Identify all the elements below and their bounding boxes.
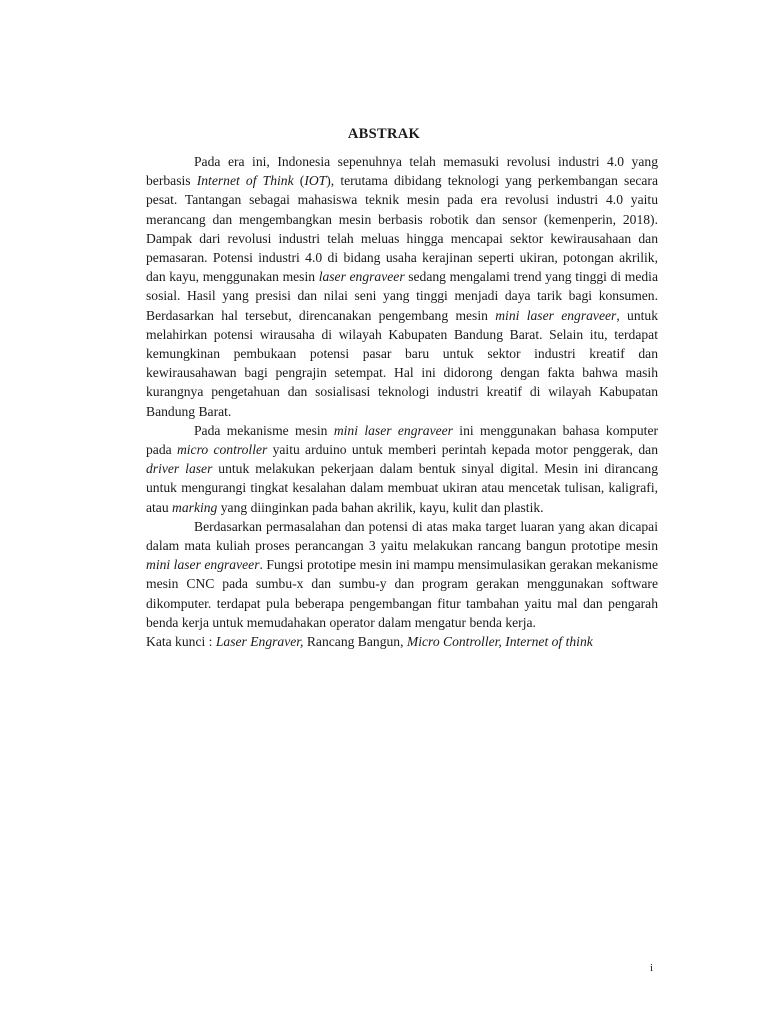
abstract-paragraph-1 (146, 152, 658, 421)
italic-text-run: micro controller (176, 442, 268, 458)
italic-text-run: mini laser engraveer (146, 557, 260, 573)
italic-text-run: laser engraveer (318, 269, 405, 285)
abstract-paragraph-3 (146, 517, 658, 632)
text-run: Pada mekanisme mesin (194, 422, 334, 438)
italic-text-run: marking (172, 499, 218, 515)
text-run: Rancang Bangun, (303, 634, 407, 650)
italic-text-run: IOT (304, 173, 327, 189)
text-run: ), terutama dibidang teknologi yang perkembangan secara pesat. Tantangan sebagai mahasiswa teknik mesin pada era revolusi industri 4.0 yaitu merancang dan mengembangkan mesin berbasis robotik dan sensor (kemenperin, 2018). Dampak dari revolusi industri telah meluas hingga mencapai sektor kewirausahaan dan pemasaran. Potensi industri 4.0 di bidang usaha kerajinan seperti ukiran, potongan akrilik, dan kayu, menggunakan mesin (146, 173, 658, 285)
text-run: sedang mengalami trend yang tinggi di media sosial. Hasil yang presisi dan nilai seni yang tinggi menjadi daya tarik bagi konsumen. Berdasarkan hal tersebut, direncanakan pengembang mesin (146, 269, 658, 323)
text-run: Kata kunci : (146, 634, 216, 650)
text-run: . Fungsi prototipe mesin ini mampu mensimulasikan gerakan mekanisme mesin CNC pada sumbu-x dan sumbu-y dan program gerakan menggunakan software dikomputer. terdapat pula beberapa pengembangan fitur tambahan yaitu mal dan pengarah benda kerja untuk memudahakan operator dalam mengatur benda kerja. (146, 557, 658, 630)
text-run: Pada era ini, Indonesia sepenuhnya telah memasuki revolusi industri 4.0 yang berbasis (146, 154, 658, 189)
text-run: ( (293, 173, 305, 189)
abstract-body (146, 152, 658, 651)
text-run: yang diinginkan pada bahan akrilik, kayu, kulit dan plastik. (217, 499, 544, 515)
text-run: , untuk melahirkan potensi wirausaha di wilayah Kabupaten Bandung Barat. Selain itu, terdapat kemungkinan pembukaan potensi pasar baru untuk sektor industri kreatif dan kewirausahawan bagi pengrajin setempat. Hal ini didorong dengan fakta bahwa masih kurangnya pengetahuan dan sosialisasi teknologi industri kreatif di wilayah Kabupatan Bandung Barat. (146, 307, 659, 419)
abstract-title: ABSTRAK (347, 126, 421, 142)
text-run: untuk melakukan pekerjaan dalam bentuk sinyal digital. Mesin ini dirancang untuk mengurangi tingkat kesalahan dalam membuat ukiran atau mencetak tulisan, kaligrafi, atau (146, 461, 658, 515)
page-number: i (650, 962, 654, 974)
text-run: ini menggunakan bahasa komputer pada (146, 422, 659, 458)
keywords-line (146, 632, 658, 651)
abstract-paragraph-2 (146, 421, 658, 517)
italic-text-run: driver laser (146, 461, 213, 477)
italic-text-run: Internet of Think (196, 173, 294, 189)
italic-text-run: mini laser engraveer (495, 307, 617, 323)
italic-text-run: Micro Controller, Internet of think (406, 634, 593, 650)
text-run: Berdasarkan permasalahan dan potensi di atas maka target luaran yang akan dicapai dalam mata kuliah proses perancangan 3 yaitu melakukan rancang bangun prototipe mesin (146, 518, 658, 554)
italic-text-run: Laser Engraver, (215, 634, 304, 650)
text-run: yaitu arduino untuk memberi perintah kepada motor penggerak, dan (267, 442, 658, 458)
italic-text-run: mini laser engraveer (333, 422, 453, 438)
